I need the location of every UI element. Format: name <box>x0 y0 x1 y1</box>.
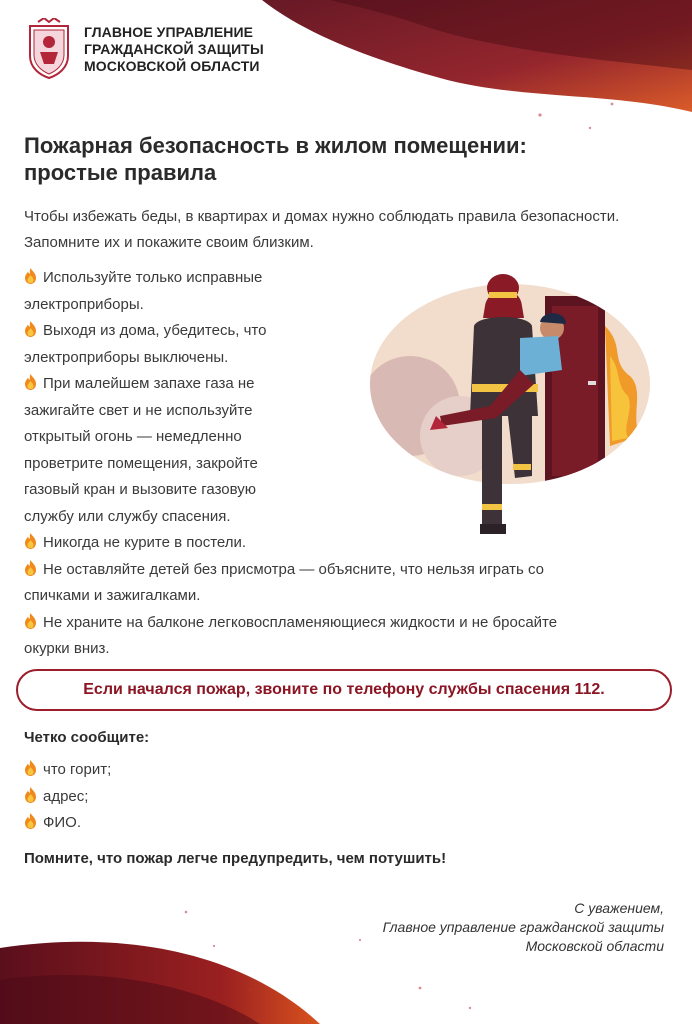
page-title <box>24 132 624 186</box>
report-item-text: что горит; <box>43 761 112 778</box>
list-item <box>24 371 664 398</box>
signature-line-2: Главное управление гражданской защиты <box>382 919 664 935</box>
list-item <box>24 424 664 451</box>
report-list <box>24 757 111 837</box>
title-line-2: простые правила <box>24 160 217 185</box>
list-item <box>24 477 664 504</box>
org-line-1: ГЛАВНОЕ УПРАВЛЕНИЕ <box>84 23 254 40</box>
list-item <box>24 557 664 584</box>
list-item <box>24 610 664 637</box>
rule-text: При малейшем запахе газа не <box>43 375 255 392</box>
rule-text: окурки вниз. <box>24 640 110 657</box>
rule-text: Не храните на балконе легковоспламеняющиеся жидкости и не бросайте <box>43 613 558 631</box>
fire-icon <box>24 268 37 284</box>
list-item <box>24 530 664 557</box>
fire-icon <box>24 533 37 549</box>
report-heading: Четко сообщите: <box>24 729 150 746</box>
list-item <box>24 292 664 319</box>
rule-text: службу или службу спасения. <box>24 507 231 525</box>
signature-line-1: С уважением, <box>574 900 664 916</box>
closing-reminder: Помните, что пожар легче предупредить, чем потушить! <box>24 850 447 867</box>
signature-line-3: Московской области <box>525 938 664 954</box>
list-item <box>24 784 111 811</box>
header <box>24 18 264 80</box>
report-item-text: адрес; <box>43 787 89 805</box>
rule-text: газовый кран и вызовите газовую <box>24 481 257 498</box>
fire-icon <box>24 787 37 803</box>
list-item <box>24 583 664 610</box>
list-item <box>24 265 664 292</box>
list-item <box>24 504 664 531</box>
rule-text: электроприборы выключены. <box>24 348 229 366</box>
rule-text: спичками и зажигалками. <box>24 587 201 604</box>
coat-of-arms-icon <box>24 18 74 80</box>
list-item <box>24 636 664 663</box>
list-item <box>24 757 111 784</box>
rule-text: Никогда не курите в постели. <box>43 534 247 551</box>
emergency-callout <box>16 669 672 711</box>
rule-text: Выходя из дома, убедитесь, что <box>43 322 267 339</box>
intro-text: Чтобы избежать беды, в квартирах и домах нужно соблюдать правила безопасности. Запомните их и покажите своим близким. <box>24 208 620 251</box>
safety-rules-list <box>24 265 664 663</box>
list-item <box>24 810 111 837</box>
callout-text: Если начался пожар, звоните по телефону службы спасения 112. <box>83 681 605 698</box>
title-line-1: Пожарная безопасность в жилом помещении: <box>24 133 527 158</box>
fire-icon <box>24 813 37 829</box>
fire-icon <box>24 560 37 576</box>
fire-icon <box>24 374 37 390</box>
rule-text: открытый огонь — немедленно <box>24 428 242 445</box>
fire-icon <box>24 760 37 776</box>
org-line-3: МОСКОВСКОЙ ОБЛАСТИ <box>84 57 260 74</box>
fire-icon <box>24 321 37 337</box>
rule-text: Не оставляйте детей без присмотра — объясните, что нельзя играть со <box>43 560 544 578</box>
rule-text: зажигайте свет и не используйте <box>24 401 253 419</box>
organization-name <box>84 24 264 75</box>
list-item <box>24 318 664 345</box>
report-item-text: ФИО. <box>43 814 82 831</box>
signature <box>383 899 664 956</box>
list-item <box>24 345 664 372</box>
rule-text: проветрите помещения, закройте <box>24 454 258 472</box>
list-item <box>24 398 664 425</box>
rule-text: электроприборы. <box>24 295 144 313</box>
rule-text: Используйте только исправные <box>43 269 263 286</box>
org-line-2: ГРАЖДАНСКОЙ ЗАЩИТЫ <box>84 40 264 57</box>
list-item <box>24 451 664 478</box>
fire-icon <box>24 613 37 629</box>
